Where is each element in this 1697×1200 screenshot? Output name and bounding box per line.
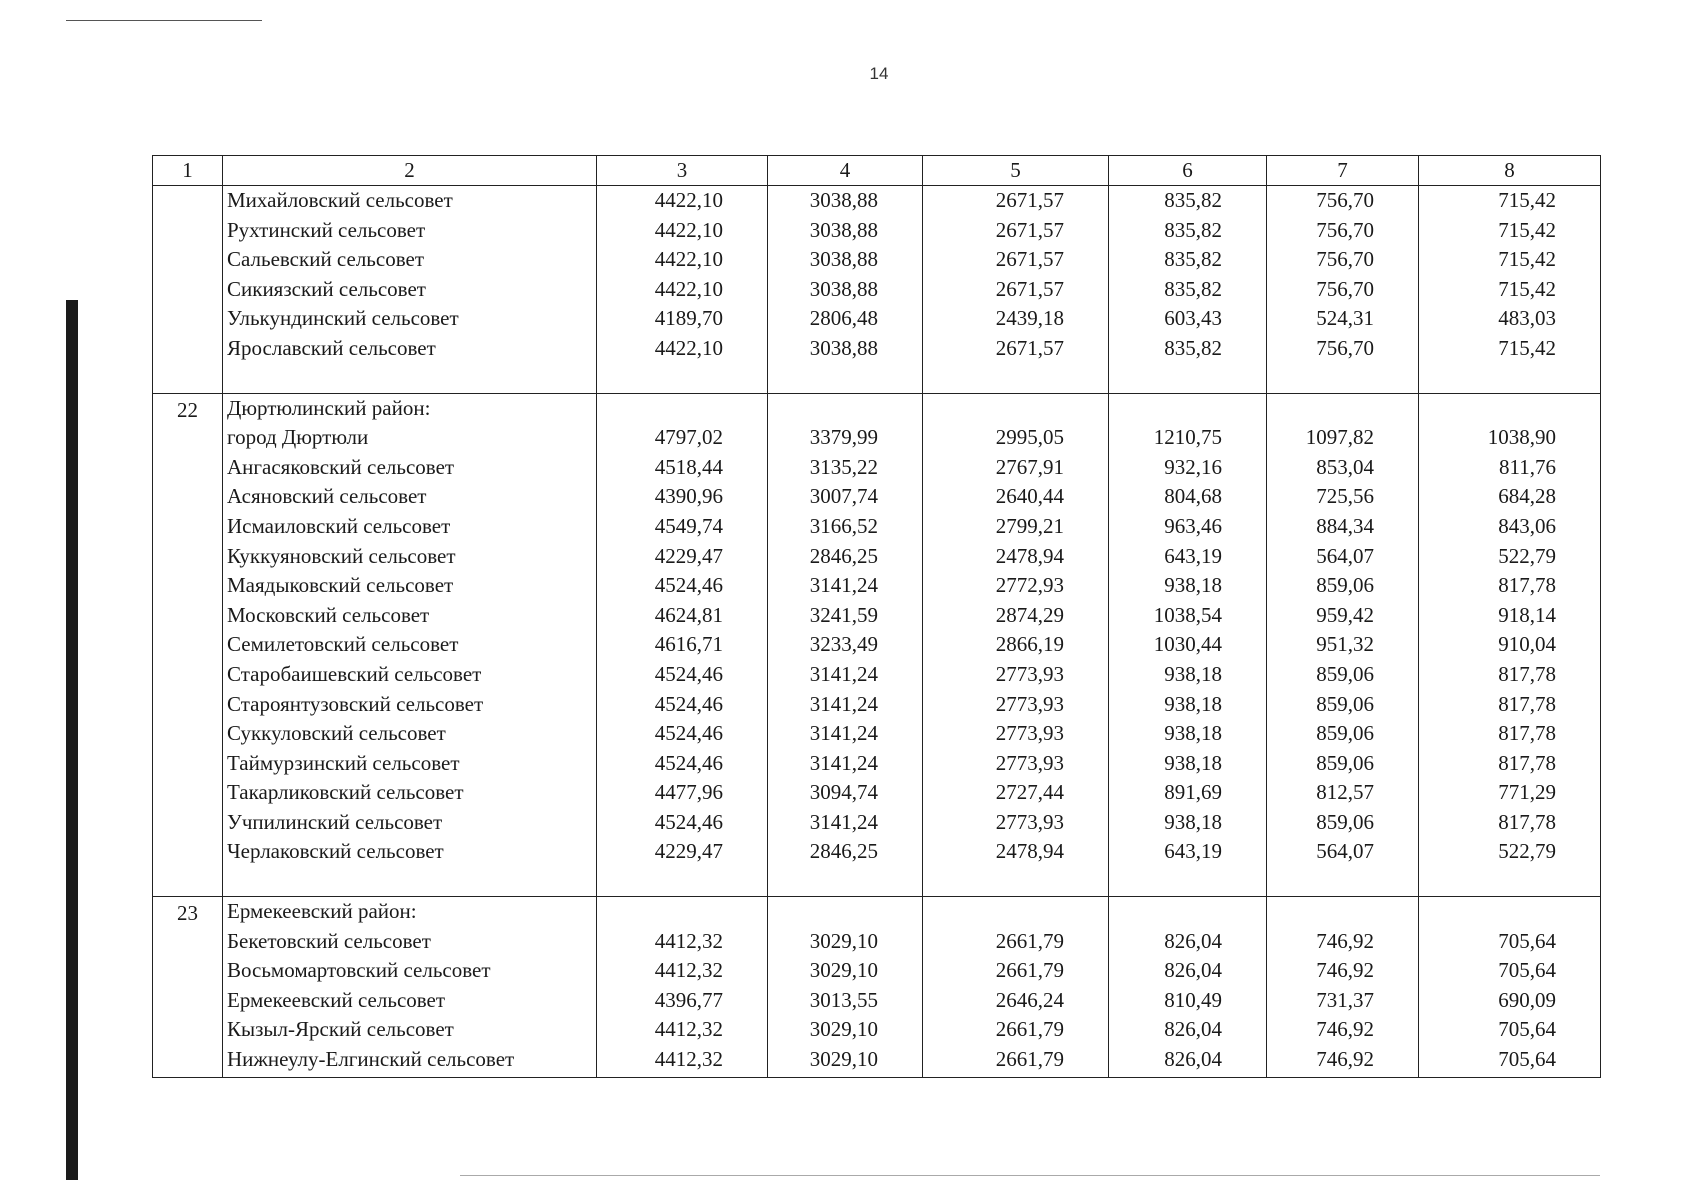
group-bottom-gap bbox=[597, 364, 767, 393]
value-cell: 859,06 bbox=[1316, 809, 1374, 834]
value-cell: 4396,77 bbox=[654, 987, 723, 1012]
value-cell: 859,06 bbox=[1316, 721, 1374, 746]
settlement-name: Ермекеевский сельсовет bbox=[227, 987, 446, 1012]
value-cell: 4524,46 bbox=[654, 691, 723, 716]
settlement-name: Старобаишевский сельсовет bbox=[227, 661, 482, 686]
value-cell: 1038,54 bbox=[1153, 602, 1222, 627]
settlement-name: город Дюртюли bbox=[227, 425, 369, 450]
value-column-6 bbox=[1109, 186, 1267, 394]
value-cell: 3038,88 bbox=[809, 217, 878, 242]
value-cell: 817,78 bbox=[1498, 721, 1556, 746]
value-cell: 843,06 bbox=[1498, 513, 1556, 538]
settlement-name: Учпилинский сельсовет bbox=[227, 809, 443, 834]
value-cell: 2661,79 bbox=[995, 958, 1064, 983]
value-cell: 3038,88 bbox=[809, 276, 878, 301]
region-group bbox=[153, 897, 1601, 1078]
group-bottom-gap bbox=[1109, 867, 1266, 896]
group-bottom-gap bbox=[1419, 867, 1600, 896]
value-cell: 963,46 bbox=[1164, 513, 1222, 538]
settlement-name-cell bbox=[223, 186, 597, 394]
group-bottom-gap bbox=[768, 364, 922, 393]
column-header: 6 bbox=[1109, 156, 1267, 186]
value-cell: 3007,74 bbox=[809, 484, 878, 509]
value-cell: 756,70 bbox=[1316, 247, 1374, 272]
value-cell: 522,79 bbox=[1498, 543, 1556, 568]
value-cell: 3135,22 bbox=[809, 454, 878, 479]
group-bottom-gap bbox=[1109, 1075, 1266, 1077]
region-number: 22 bbox=[153, 393, 223, 897]
value-cell: 4549,74 bbox=[654, 513, 723, 538]
value-cell: 826,04 bbox=[1164, 1017, 1222, 1042]
region-group-row bbox=[153, 393, 1601, 897]
value-cell: 835,82 bbox=[1164, 188, 1222, 212]
value-cell: 2671,57 bbox=[995, 247, 1064, 272]
value-cell: 2478,94 bbox=[995, 839, 1064, 864]
value-cell: 4524,46 bbox=[654, 661, 723, 686]
value-cell: 725,56 bbox=[1316, 484, 1374, 509]
scan-edge-line-top bbox=[66, 20, 262, 21]
value-column-4 bbox=[768, 897, 923, 1078]
value-cell: 4412,32 bbox=[654, 1047, 723, 1072]
value-cell: 812,57 bbox=[1316, 780, 1374, 805]
scan-edge-bar-left bbox=[66, 300, 78, 1180]
value-cell: 2727,44 bbox=[995, 780, 1064, 805]
value-cell: 817,78 bbox=[1498, 691, 1556, 716]
value-cell: 756,70 bbox=[1316, 335, 1374, 360]
value-cell: 4422,10 bbox=[654, 188, 723, 212]
value-cell: 951,32 bbox=[1316, 632, 1374, 657]
value-cell: 3029,10 bbox=[809, 958, 878, 983]
value-cell: 4616,71 bbox=[654, 632, 723, 657]
group-bottom-gap bbox=[223, 867, 596, 896]
value-column-3 bbox=[597, 897, 768, 1078]
settlement-name: Улькундинский сельсовет bbox=[227, 306, 459, 331]
value-cell: 4524,46 bbox=[654, 573, 723, 598]
value-cell: 746,92 bbox=[1316, 1047, 1374, 1072]
value-cell: 4797,02 bbox=[654, 425, 723, 450]
value-cell: 715,42 bbox=[1498, 335, 1556, 360]
value-cell: 835,82 bbox=[1164, 217, 1222, 242]
settlement-name: Староянтузовский сельсовет bbox=[227, 691, 484, 716]
title-line-blank bbox=[1109, 897, 1266, 927]
value-cell: 859,06 bbox=[1316, 661, 1374, 686]
value-cell: 524,31 bbox=[1316, 306, 1374, 331]
value-cell: 2773,93 bbox=[995, 661, 1064, 686]
group-bottom-gap bbox=[768, 867, 922, 896]
title-line-blank bbox=[768, 897, 922, 927]
value-cell: 746,92 bbox=[1316, 1017, 1374, 1042]
page-number: 14 bbox=[869, 64, 889, 83]
value-cell: 643,19 bbox=[1164, 543, 1222, 568]
group-bottom-gap bbox=[1419, 1075, 1600, 1077]
group-bottom-gap bbox=[1267, 364, 1418, 393]
region-group bbox=[153, 186, 1601, 394]
column-header: 5 bbox=[923, 156, 1109, 186]
value-column-6 bbox=[1109, 897, 1267, 1078]
value-cell: 4624,81 bbox=[654, 602, 723, 627]
value-column-4 bbox=[768, 393, 923, 897]
settlement-name: Кызыл-Ярский сельсовет bbox=[227, 1017, 454, 1042]
value-cell: 715,42 bbox=[1498, 217, 1556, 242]
value-column-4 bbox=[768, 186, 923, 394]
value-cell: 2661,79 bbox=[995, 928, 1064, 953]
value-cell: 3013,55 bbox=[809, 987, 878, 1012]
value-cell: 3141,24 bbox=[809, 721, 878, 746]
value-column-6 bbox=[1109, 393, 1267, 897]
value-cell: 771,29 bbox=[1498, 780, 1556, 805]
value-cell: 2995,05 bbox=[995, 425, 1064, 450]
value-cell: 756,70 bbox=[1316, 217, 1374, 242]
value-cell: 1030,44 bbox=[1153, 632, 1222, 657]
column-header: 8 bbox=[1419, 156, 1601, 186]
value-cell: 746,92 bbox=[1316, 928, 1374, 953]
value-cell: 3141,24 bbox=[809, 809, 878, 834]
value-cell: 643,19 bbox=[1164, 839, 1222, 864]
settlement-name: Исмаиловский сельсовет bbox=[227, 513, 451, 538]
title-line-blank bbox=[1267, 897, 1418, 927]
value-cell: 603,43 bbox=[1164, 306, 1222, 331]
value-cell: 4229,47 bbox=[654, 543, 723, 568]
value-column-5 bbox=[923, 897, 1109, 1078]
settlement-name: Такарликовский сельсовет bbox=[227, 780, 464, 805]
region-group-row bbox=[153, 897, 1601, 1078]
value-cell: 731,37 bbox=[1316, 987, 1374, 1012]
value-cell: 3029,10 bbox=[809, 1047, 878, 1072]
settlement-name: Ангасяковский сельсовет bbox=[227, 454, 455, 479]
value-cell: 3038,88 bbox=[809, 335, 878, 360]
region-number bbox=[153, 186, 223, 394]
title-line-blank bbox=[923, 897, 1108, 927]
value-cell: 910,04 bbox=[1498, 632, 1556, 657]
title-line-blank bbox=[597, 394, 767, 424]
value-cell: 4422,10 bbox=[654, 217, 723, 242]
title-line-blank bbox=[597, 897, 767, 927]
title-line-blank bbox=[923, 394, 1108, 424]
region-group-row bbox=[153, 186, 1601, 394]
settlement-name: Таймурзинский сельсовет bbox=[227, 750, 460, 775]
value-cell: 3141,24 bbox=[809, 661, 878, 686]
group-bottom-gap bbox=[597, 867, 767, 896]
value-column-7 bbox=[1267, 393, 1419, 897]
region-number: 23 bbox=[153, 897, 223, 1078]
value-column-7 bbox=[1267, 186, 1419, 394]
value-cell: 2661,79 bbox=[995, 1047, 1064, 1072]
value-cell: 938,18 bbox=[1164, 721, 1222, 746]
value-cell: 859,06 bbox=[1316, 691, 1374, 716]
value-cell: 859,06 bbox=[1316, 573, 1374, 598]
column-header: 1 bbox=[153, 156, 223, 186]
group-bottom-gap bbox=[223, 1075, 596, 1077]
region-title: Ермекеевский район: bbox=[227, 899, 417, 924]
value-cell: 4422,10 bbox=[654, 247, 723, 272]
title-line-blank bbox=[1109, 394, 1266, 424]
value-cell: 3029,10 bbox=[809, 1017, 878, 1042]
value-cell: 859,06 bbox=[1316, 750, 1374, 775]
value-cell: 2799,21 bbox=[995, 513, 1064, 538]
settlement-name: Черлаковский сельсовет bbox=[227, 839, 444, 864]
value-cell: 3166,52 bbox=[809, 513, 878, 538]
column-header: 3 bbox=[597, 156, 768, 186]
settlement-name: Бекетовский сельсовет bbox=[227, 928, 431, 953]
title-line-blank bbox=[1419, 897, 1600, 927]
value-cell: 522,79 bbox=[1498, 839, 1556, 864]
value-cell: 705,64 bbox=[1498, 1017, 1556, 1042]
value-cell: 483,03 bbox=[1498, 306, 1556, 331]
value-cell: 4524,46 bbox=[654, 750, 723, 775]
settlement-name: Сальевский сельсовет bbox=[227, 247, 424, 272]
value-column-8 bbox=[1419, 897, 1601, 1078]
value-cell: 4422,10 bbox=[654, 335, 723, 360]
value-cell: 2773,93 bbox=[995, 809, 1064, 834]
value-cell: 932,16 bbox=[1164, 454, 1222, 479]
value-cell: 1210,75 bbox=[1153, 425, 1222, 450]
value-column-3 bbox=[597, 393, 768, 897]
value-cell: 756,70 bbox=[1316, 276, 1374, 301]
value-cell: 2671,57 bbox=[995, 217, 1064, 242]
value-cell: 2671,57 bbox=[995, 188, 1064, 212]
value-cell: 705,64 bbox=[1498, 958, 1556, 983]
value-cell: 891,69 bbox=[1164, 780, 1222, 805]
value-cell: 826,04 bbox=[1164, 928, 1222, 953]
value-cell: 705,64 bbox=[1498, 928, 1556, 953]
settlement-name: Михайловский сельсовет bbox=[227, 188, 453, 212]
value-cell: 4412,32 bbox=[654, 958, 723, 983]
value-cell: 4477,96 bbox=[654, 780, 723, 805]
value-cell: 1097,82 bbox=[1305, 425, 1374, 450]
value-cell: 3038,88 bbox=[809, 247, 878, 272]
value-cell: 3141,24 bbox=[809, 573, 878, 598]
settlement-name: Куккуяновский сельсовет bbox=[227, 543, 456, 568]
column-header: 2 bbox=[223, 156, 597, 186]
value-cell: 2640,44 bbox=[995, 484, 1064, 509]
column-header: 4 bbox=[768, 156, 923, 186]
value-cell: 1038,90 bbox=[1487, 425, 1556, 450]
value-cell: 564,07 bbox=[1316, 543, 1374, 568]
value-cell: 2767,91 bbox=[995, 454, 1064, 479]
value-cell: 938,18 bbox=[1164, 573, 1222, 598]
group-bottom-gap bbox=[923, 364, 1108, 393]
value-cell: 564,07 bbox=[1316, 839, 1374, 864]
group-bottom-gap bbox=[1267, 1075, 1418, 1077]
value-cell: 938,18 bbox=[1164, 691, 1222, 716]
value-cell: 705,64 bbox=[1498, 1047, 1556, 1072]
value-cell: 817,78 bbox=[1498, 750, 1556, 775]
value-cell: 4422,10 bbox=[654, 276, 723, 301]
value-cell: 959,42 bbox=[1316, 602, 1374, 627]
value-cell: 2478,94 bbox=[995, 543, 1064, 568]
value-cell: 2646,24 bbox=[995, 987, 1064, 1012]
tariff-table bbox=[152, 155, 1601, 1078]
value-cell: 4390,96 bbox=[654, 484, 723, 509]
settlement-name: Московский сельсовет bbox=[227, 602, 430, 627]
value-cell: 3029,10 bbox=[809, 928, 878, 953]
value-cell: 826,04 bbox=[1164, 958, 1222, 983]
column-number-header-row bbox=[153, 156, 1601, 186]
value-column-8 bbox=[1419, 393, 1601, 897]
value-cell: 938,18 bbox=[1164, 809, 1222, 834]
value-column-5 bbox=[923, 393, 1109, 897]
value-column-8 bbox=[1419, 186, 1601, 394]
value-column-5 bbox=[923, 186, 1109, 394]
settlement-name: Асяновский сельсовет bbox=[227, 484, 427, 509]
scan-edge-line-bottom bbox=[460, 1175, 1600, 1176]
group-bottom-gap bbox=[597, 1075, 767, 1077]
value-cell: 715,42 bbox=[1498, 188, 1556, 212]
value-cell: 817,78 bbox=[1498, 573, 1556, 598]
value-cell: 2671,57 bbox=[995, 335, 1064, 360]
value-cell: 4524,46 bbox=[654, 809, 723, 834]
group-bottom-gap bbox=[223, 364, 596, 393]
title-line-blank bbox=[1419, 394, 1600, 424]
value-cell: 756,70 bbox=[1316, 188, 1374, 212]
value-cell: 4412,32 bbox=[654, 1017, 723, 1042]
group-bottom-gap bbox=[923, 1075, 1108, 1077]
value-cell: 918,14 bbox=[1498, 602, 1556, 627]
value-cell: 715,42 bbox=[1498, 276, 1556, 301]
value-cell: 938,18 bbox=[1164, 750, 1222, 775]
value-cell: 3038,88 bbox=[809, 188, 878, 212]
settlement-name: Суккуловский сельсовет bbox=[227, 721, 446, 746]
value-cell: 3141,24 bbox=[809, 691, 878, 716]
value-column-3 bbox=[597, 186, 768, 394]
value-cell: 690,09 bbox=[1498, 987, 1556, 1012]
value-cell: 3094,74 bbox=[809, 780, 878, 805]
settlement-name-cell bbox=[223, 897, 597, 1078]
value-cell: 4518,44 bbox=[654, 454, 723, 479]
value-cell: 4229,47 bbox=[654, 839, 723, 864]
group-bottom-gap bbox=[1109, 364, 1266, 393]
value-cell: 2846,25 bbox=[809, 839, 878, 864]
value-cell: 2773,93 bbox=[995, 691, 1064, 716]
settlement-name: Сикиязский сельсовет bbox=[227, 276, 426, 301]
value-cell: 938,18 bbox=[1164, 661, 1222, 686]
settlement-name-cell bbox=[223, 393, 597, 897]
value-cell: 884,34 bbox=[1316, 513, 1374, 538]
value-cell: 746,92 bbox=[1316, 958, 1374, 983]
group-bottom-gap bbox=[923, 867, 1108, 896]
value-cell: 4524,46 bbox=[654, 721, 723, 746]
settlement-name: Маядыковский сельсовет bbox=[227, 573, 454, 598]
value-cell: 835,82 bbox=[1164, 335, 1222, 360]
value-cell: 2661,79 bbox=[995, 1017, 1064, 1042]
value-cell: 810,49 bbox=[1164, 987, 1222, 1012]
value-column-7 bbox=[1267, 897, 1419, 1078]
value-cell: 835,82 bbox=[1164, 247, 1222, 272]
settlement-name: Семилетовский сельсовет bbox=[227, 632, 459, 657]
settlement-name: Ярославский сельсовет bbox=[227, 335, 436, 360]
value-cell: 2846,25 bbox=[809, 543, 878, 568]
value-cell: 2806,48 bbox=[809, 306, 878, 331]
value-cell: 804,68 bbox=[1164, 484, 1222, 509]
value-cell: 3233,49 bbox=[809, 632, 878, 657]
value-cell: 2773,93 bbox=[995, 750, 1064, 775]
settlement-name: Восьмомартовский сельсовет bbox=[227, 958, 491, 983]
value-cell: 3141,24 bbox=[809, 750, 878, 775]
value-cell: 2773,93 bbox=[995, 721, 1064, 746]
region-group bbox=[153, 393, 1601, 897]
value-cell: 2874,29 bbox=[995, 602, 1064, 627]
value-cell: 835,82 bbox=[1164, 276, 1222, 301]
value-cell: 4412,32 bbox=[654, 928, 723, 953]
group-bottom-gap bbox=[768, 1075, 922, 1077]
value-cell: 3241,59 bbox=[809, 602, 878, 627]
column-header: 7 bbox=[1267, 156, 1419, 186]
value-cell: 2866,19 bbox=[995, 632, 1064, 657]
value-cell: 684,28 bbox=[1498, 484, 1556, 509]
value-cell: 2671,57 bbox=[995, 276, 1064, 301]
value-cell: 715,42 bbox=[1498, 247, 1556, 272]
value-cell: 853,04 bbox=[1316, 454, 1374, 479]
value-cell: 817,78 bbox=[1498, 661, 1556, 686]
region-title: Дюртюлинский район: bbox=[227, 395, 431, 420]
value-cell: 3379,99 bbox=[809, 425, 878, 450]
settlement-name: Рухтинский сельсовет bbox=[227, 217, 426, 242]
title-line-blank bbox=[1267, 394, 1418, 424]
settlement-name: Нижнеулу-Елгинский сельсовет bbox=[227, 1047, 515, 1072]
title-line-blank bbox=[768, 394, 922, 424]
value-cell: 4189,70 bbox=[654, 306, 723, 331]
value-cell: 2772,93 bbox=[995, 573, 1064, 598]
value-cell: 826,04 bbox=[1164, 1047, 1222, 1072]
group-bottom-gap bbox=[1419, 364, 1600, 393]
value-cell: 811,76 bbox=[1499, 454, 1556, 479]
group-bottom-gap bbox=[1267, 867, 1418, 896]
value-cell: 2439,18 bbox=[995, 306, 1064, 331]
value-cell: 817,78 bbox=[1498, 809, 1556, 834]
